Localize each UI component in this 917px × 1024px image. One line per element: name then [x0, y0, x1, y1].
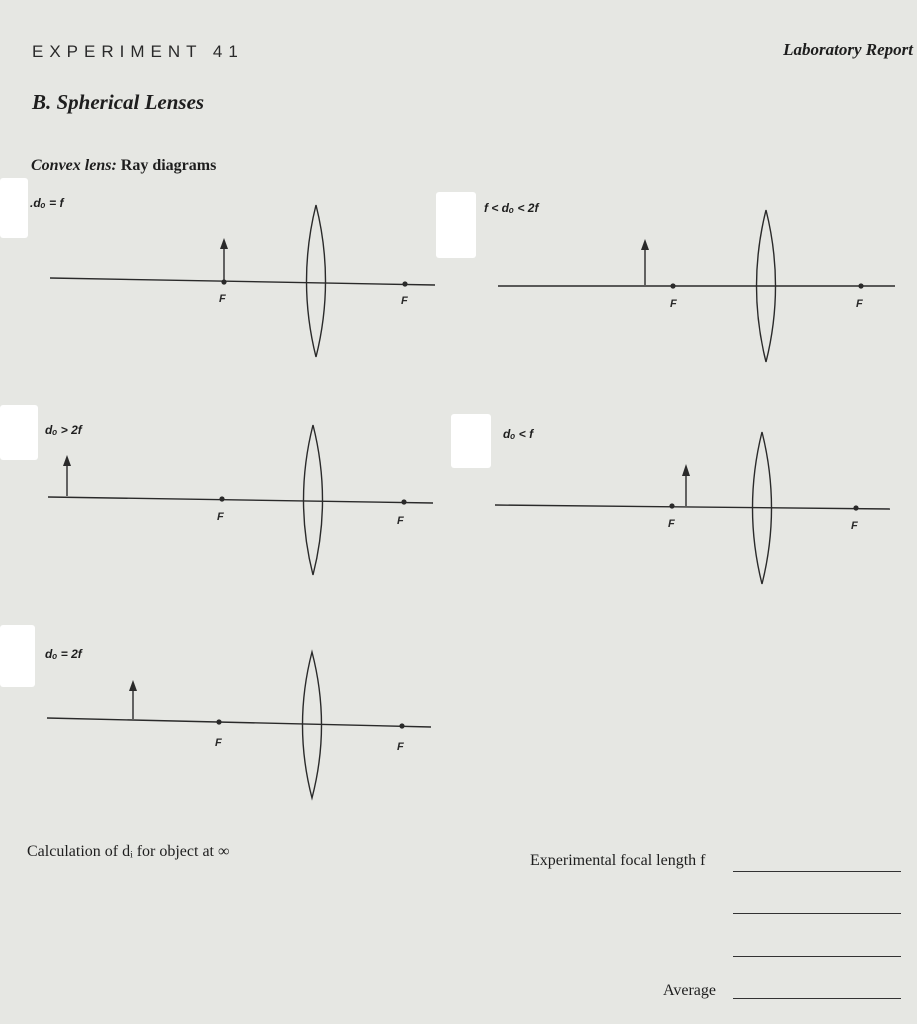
section-title: B. Spherical Lenses: [32, 90, 205, 114]
focal-point: [221, 279, 226, 284]
focal-point: [401, 499, 406, 504]
focal-label: F: [668, 518, 675, 530]
optical-axis: [50, 278, 435, 285]
focal-label: F: [215, 737, 222, 749]
focal-length-answer-line[interactable]: [733, 956, 901, 957]
diagram-4-condition: dₒ < f: [503, 427, 534, 441]
focal-point: [402, 281, 407, 286]
convex-lens: [307, 205, 326, 357]
object-arrow-head: [682, 464, 690, 476]
object-arrow-head: [129, 680, 137, 691]
focal-label: F: [401, 295, 408, 307]
diagram-5: [47, 652, 431, 798]
focal-point: [858, 283, 863, 288]
diagram-4: [495, 432, 890, 584]
experimental-focal-length-label: Experimental focal length f: [530, 852, 706, 869]
focal-point: [216, 719, 221, 724]
optical-axis: [495, 505, 890, 509]
experiment-number: EXPERIMENT 41: [32, 42, 244, 61]
focal-label: F: [397, 515, 404, 527]
focal-label: F: [397, 741, 404, 753]
object-arrow-head: [63, 455, 71, 466]
optical-axis: [48, 497, 433, 503]
object-arrow-head: [641, 239, 649, 250]
diagram-3: [48, 425, 433, 575]
diagram-1-condition: .dₒ = f: [30, 196, 64, 210]
focal-point: [399, 723, 404, 728]
focal-point: [219, 496, 224, 501]
focal-point: [853, 505, 858, 510]
focal-label: F: [219, 293, 226, 305]
diagram-2-condition: f < dₒ < 2f: [484, 201, 539, 215]
diagram-5-condition: dₒ = 2f: [45, 647, 82, 661]
convex-lens-label: Convex lens:: [31, 157, 117, 174]
optical-axis: [47, 718, 431, 727]
focal-label: F: [851, 520, 858, 532]
laboratory-report-label: Laboratory Report: [783, 40, 913, 59]
calculation-label: Calculation of dᵢ for object at ∞: [27, 843, 230, 860]
convex-lens: [304, 425, 323, 575]
focal-length-answer-line[interactable]: [733, 871, 901, 872]
focal-label: F: [856, 298, 863, 310]
average-answer-line[interactable]: [733, 998, 901, 999]
focal-label: F: [670, 298, 677, 310]
diagram-3-condition: dₒ > 2f: [45, 423, 82, 437]
ray-diagrams-label: Ray diagrams: [116, 157, 217, 174]
diagram-1: [50, 205, 435, 357]
object-arrow-head: [220, 238, 228, 249]
average-label: Average: [663, 982, 716, 999]
focal-point: [670, 283, 675, 288]
diagram-2: [498, 210, 895, 362]
focal-label: F: [217, 511, 224, 523]
focal-point: [669, 503, 674, 508]
focal-length-answer-line[interactable]: [733, 913, 901, 914]
